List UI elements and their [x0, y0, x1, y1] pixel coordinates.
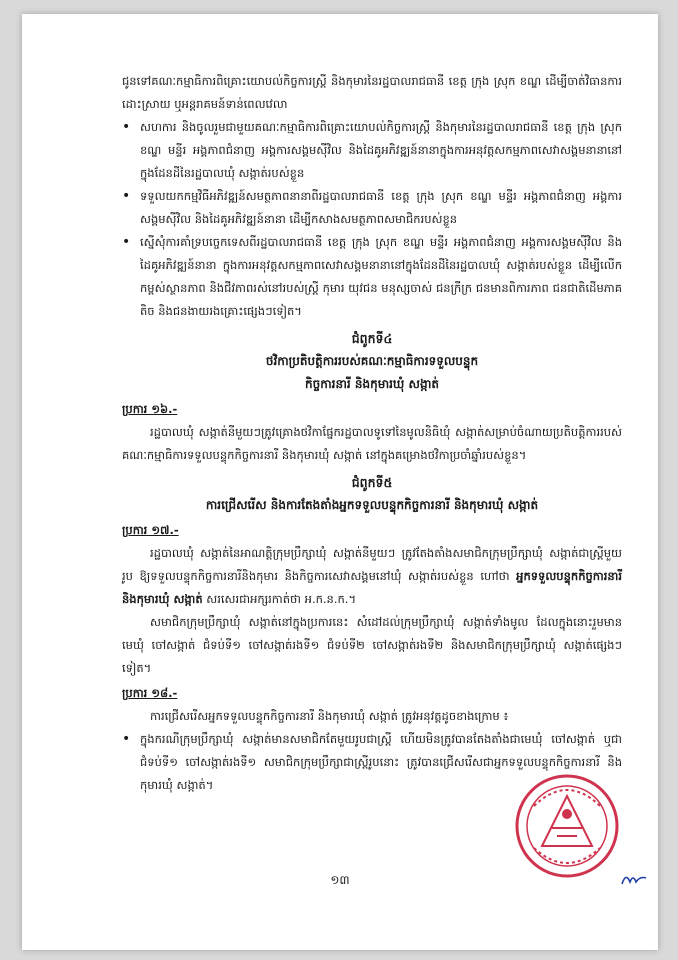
document-body: [122, 70, 622, 797]
article-17-text-2: សមាជិកក្រុមប្រឹក្សាឃុំ សង្កាត់នៅក្នុងប្រការនេះ សំដៅដល់ក្រុមប្រឹក្សាឃុំ សង្កាត់ទាំងមូល ដែលក្នុងនោះរួមមានមេឃុំ ចៅសង្កាត់ ជំទប់ទី១ ចៅសង្កាត់រងទី១ ជំទប់ទី២ ចៅសង្កាត់រងទី២ និងសមាជិកក្រុមប្រឹក្សាឃុំ សង្កាត់ផ្សេងៗទៀត។: [122, 615, 622, 675]
document-page: [22, 14, 658, 950]
article-16-heading: ប្រការ ១៦.-: [122, 402, 178, 416]
duty-list: [122, 116, 622, 323]
chapter-title-line: កិច្ចការនារី និងកុមារឃុំ សង្កាត់: [304, 377, 440, 391]
chapter-number: ជំពូកទី៤: [351, 331, 393, 346]
chapter-number: ជំពូកទី៥: [351, 475, 393, 490]
official-seal-icon: [512, 766, 622, 886]
intro-paragraph: ជូនទៅគណៈកម្មាធិការពិគ្រោះយោបល់កិច្ចការស្ត្រី និងកុមារនៃរដ្ឋបាលរាជធានី ខេត្ត ក្រុង ស្រុក ខណ្ឌ ដើម្បីចាត់វិធានការដោះស្រាយ ឬអន្តរាគមន៍ទាន់ពេលវេលា: [122, 74, 622, 111]
chapter-title-line: ការជ្រើសរើស និងការតែងតាំងអ្នកទទួលបន្ទុកកិច្ចការនារី និងកុមារឃុំ សង្កាត់: [205, 498, 539, 512]
list-item: • ស្នើសុំការគាំទ្របច្ចេកទេសពីរដ្ឋបាលរាជធានី ខេត្ត ក្រុង ស្រុក ខណ្ឌ មន្ទីរ អង្គភាពជំនាញ អង្គការសង្គមស៊ីវិល និងដៃគូអភិវឌ្ឍន៍នានា ក្នុងការអនុវត្តសកម្មភាពសេវាសង្គមនានានៅក្នុងដែនដីនៃរដ្ឋបាលឃុំ សង្កាត់របស់ខ្លួន ដើម្បីលើកកម្ពស់ស្ថានភាព និងជីវភាពរស់នៅរបស់ស្ត្រី កុមារ យុវជន មនុស្សចាស់ ជនក្រីក្រ ជនមានពិការភាព ជនជាតិដើមភាគតិច និងជនងាយរងគ្រោះផ្សេងៗទៀត។: [122, 231, 622, 323]
article-17-text-part: រដ្ឋបាលឃុំ សង្កាត់នៃអាណត្តិក្រុមប្រឹក្សាឃុំ សង្កាត់នីមួយៗ ត្រូវតែងតាំងសមាជិកក្រុមប្រឹក្សាឃុំ សង្កាត់ជាស្ត្រីមួយរូប ឱ្យទទួលបន្ទុកកិច្ចការនារីនិងកុមារ និងកិច្ចការសេវាសង្គមនៅឃុំ សង្កាត់របស់ខ្លួន ហៅថា: [122, 546, 622, 583]
role-title: អ្នកទទួលបន្ទុកកិច្ចការនារី និងកុមារឃុំ សង្កាត់: [122, 569, 622, 606]
chapter-title-line: ថវិកាប្រតិបត្តិការរបស់គណៈកម្មាធិការទទួលបន្ទុក: [265, 354, 479, 368]
list-item: • សហការ និងចូលរួមជាមួយគណៈកម្មាធិការពិគ្រោះយោបល់កិច្ចការស្ត្រី និងកុមារនៃរដ្ឋបាលរាជធានី ខេត្ត ក្រុង ស្រុក ខណ្ឌ មន្ទីរ អង្គភាពជំនាញ អង្គការសង្គមស៊ីវិល និងដៃគូអភិវឌ្ឍន៍នានាក្នុងការអនុវត្តសកម្មភាពសេវាសង្គមនានានៅក្នុងដែនដីនៃរដ្ឋបាលឃុំ សង្កាត់របស់ខ្លួន: [122, 116, 622, 185]
article-18-heading: ប្រការ ១៨.-: [122, 686, 178, 700]
chapter-4-heading: [122, 327, 622, 396]
article-17-text-part: សរសេរជាអក្សរកាត់ថា អ.ក.ន.ក.។: [202, 592, 357, 606]
article-16-text: រដ្ឋបាលឃុំ សង្កាត់នីមួយៗត្រូវគ្រោងថវិកាផ្នែករដ្ឋបាលទូទៅនៃមូលនិធិឃុំ សង្កាត់សម្រាប់ចំណាយប្រតិបត្តិការរបស់គណៈកម្មាធិការទទួលបន្ទុកកិច្ចការនារី និងកុមារឃុំ សង្កាត់ នៅក្នុងគម្រោងថវិកាប្រចាំឆ្នាំរបស់ខ្លួន។: [122, 425, 622, 462]
list-item: • ទទួលយកកម្មវិធីអភិវឌ្ឍន៍សមត្ថភាពនានាពីរដ្ឋបាលរាជធានី ខេត្ត ក្រុង ស្រុក ខណ្ឌ មន្ទីរ អង្គភាពជំនាញ អង្គការសង្គមស៊ីវិល និងដៃគូអភិវឌ្ឍន៍នានា ដើម្បីកសាងសមត្ថភាពសមាជិករបស់ខ្លួន: [122, 185, 622, 231]
chapter-5-heading: [122, 471, 622, 517]
page-number: ១៣: [330, 873, 350, 887]
article-18-text: ការជ្រើសរើសអ្នកទទួលបន្ទុកកិច្ចការនារី និងកុមារឃុំ សង្កាត់ ត្រូវអនុវត្តដូចខាងក្រោម ៖: [150, 709, 509, 723]
list-item: • ក្នុងករណីក្រុមប្រឹក្សាឃុំ សង្កាត់មានសមាជិកតែមួយរូបជាស្ត្រី ហើយមិនត្រូវបានតែងតាំងជាមេឃុំ ចៅសង្កាត់ ឬជាជំទប់ទី១ ចៅសង្កាត់រងទី១ សមាជិកក្រុមប្រឹក្សាជាស្ត្រីរូបនោះ ត្រូវបានជ្រើសរើសជាអ្នកទទួលបន្ទុកកិច្ចការនារី និងកុមារឃុំ សង្កាត់។: [122, 728, 622, 797]
signature-initial-icon: [620, 870, 648, 888]
article-17-heading: ប្រការ ១៧.-: [122, 523, 179, 537]
article-17-text: [122, 542, 622, 611]
